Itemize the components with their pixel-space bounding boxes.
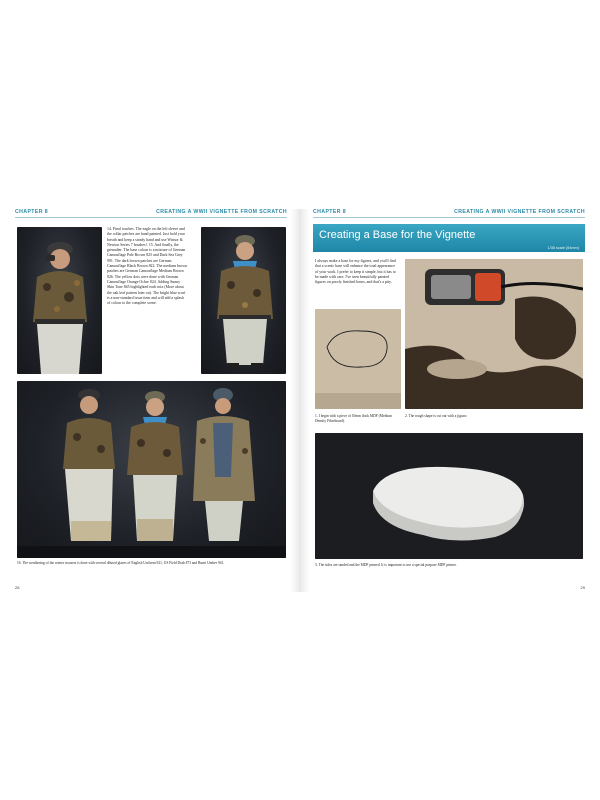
header-rule xyxy=(313,217,585,218)
page-number-right: 29 xyxy=(580,585,585,590)
left-page xyxy=(15,209,287,592)
intro-text: I always make a base for my figures, and you'll find that a scenic base will enhance the total appearance of your work. I prefer to keep it simple, but it has to be made with care. I've seen beautifully painted figures on poorly finished bases, and that's a pity. xyxy=(315,259,396,285)
right-page xyxy=(313,209,585,592)
header-rule xyxy=(15,217,287,218)
book-gutter xyxy=(290,209,310,592)
running-title: CREATING A WWII VIGNETTE FROM SCRATCH xyxy=(454,209,585,215)
section-title: Creating a Base for the Vignette xyxy=(319,229,476,241)
photo-mdf-outline xyxy=(315,309,401,409)
photo-figure-binoculars xyxy=(17,227,102,374)
photo-jigsaw-cutting xyxy=(405,259,583,409)
photo-grenadier xyxy=(201,227,286,374)
running-title: CREATING A WWII VIGNETTE FROM SCRATCH xyxy=(156,209,287,215)
caption-2: 2. The rough shape is cut out with a jigsaw. xyxy=(405,414,468,418)
chapter-label: CHAPTER 8 xyxy=(313,209,346,215)
caption-1: 1. I begin with a piece of 10mm thick MDF (Medium Density Fibreboard). xyxy=(315,414,392,423)
caption-3: 3. The sides are sanded and the MDF primed. It is important to use a special purpose MDF primer. xyxy=(315,563,457,567)
body-text: 14. Final touches. The eagle on the left sleeve and the collar patches are hand painted. Just hold your breath and keep a steady hand and use Winsor & Newton Series 7 brushes!. 15. And finally, the grenadier. The base colour is a mixture of German Camouflage Pale Brown 825 and Dark Sea Grey 991. The dark brown patches are German Camouflage Black Brown 822. The medium brown patches are German Camouflage Medium Brown 826. The yellow dots were done with German Camouflage Orange Ochre 824. Adding Sunny Skin Tone 845 highlighted each mix (More about the oak leaf pattern later on). The bright blue scarf is a non-standard issue item and will add a splash of colour to the complete scene. xyxy=(107,227,187,306)
section-banner xyxy=(313,224,585,252)
scale-label: 1/35 scale (54mm) xyxy=(547,246,579,250)
chapter-label: CHAPTER 8 xyxy=(15,209,48,215)
page-number-left: 28 xyxy=(15,585,20,590)
caption-16: 16. The weathering of the winter trousers is done with several diluted glazes of English Uniform 921, US Field Drab 873 and Burnt Umber 941. xyxy=(17,561,225,565)
photo-primed-base xyxy=(315,433,583,559)
photo-three-figures xyxy=(17,381,286,558)
